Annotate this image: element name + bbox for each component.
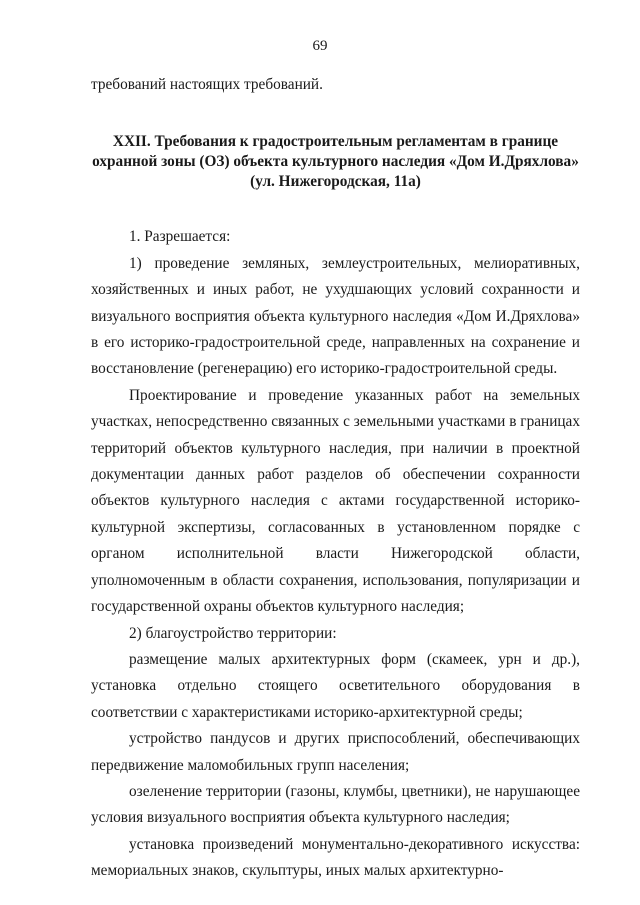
continuation-text: требований настоящих требований.	[91, 76, 323, 93]
paragraph-small-forms: размещение малых архитектурных форм (скамеек, урн и др.), установка отдельно стоящего осветительного оборудования в соответствии с характеристиками историко-архитектурной среды;	[91, 650, 580, 721]
section-heading-line-2: охранной зоны (ОЗ) объекта культурного наследия «Дом И.Дряхлова»	[92, 153, 579, 171]
paragraph-item-1: 1) проведение земляных, землеустроительных, мелиоративных, хозяйственных и иных работ, не ухудшающих условий сохранности и визуального восприятия объекта культурного наследия «Дом И.Дряхлова» в его историко-градостроительной среде, направленных на сохранение и восстановление (регенерацию) его историко-градостроительной среды.	[91, 254, 580, 378]
paragraph-item-2: 2) благоустройство территории:	[129, 624, 337, 642]
paragraph-design: Проектирование и проведение указанных работ на земельных участках, непосредственно связанных с земельными участками в границах территорий объектов культурного наследия, при наличии в проектной документации данных работ разделов об обеспечении сохранности объектов культурного наследия с актами государственной историко-культурной экспертизы, согласованных в установленном порядке с органом исполнительной власти Нижегородской области, уполномоченным в области сохранения, использования, популяризации и государственной охраны объектов культурного наследия;	[91, 386, 580, 616]
section-heading-line-1: XXII. Требования к градостроительным регламентам в границе	[112, 133, 559, 151]
paragraph-ramps: устройство пандусов и других приспособлений, обеспечивающих передвижение маломобильных групп населения;	[91, 730, 580, 774]
paragraph-permitted: 1. Разрешается:	[129, 228, 231, 246]
page-number: 69	[312, 38, 328, 54]
section-heading	[91, 132, 580, 192]
section-heading-line-3: (ул. Нижегородская, 11а)	[250, 173, 421, 191]
paragraph-monuments: установка произведений монументально-декоративного искусства: мемориальных знаков, скульптуры, иных малых архитектурно-	[91, 835, 580, 880]
paragraph-greening: озеленение территории (газоны, клумбы, цветники), не нарушающее условия визуального восприятия объекта культурного наследия;	[91, 782, 580, 827]
page-content	[91, 72, 580, 885]
